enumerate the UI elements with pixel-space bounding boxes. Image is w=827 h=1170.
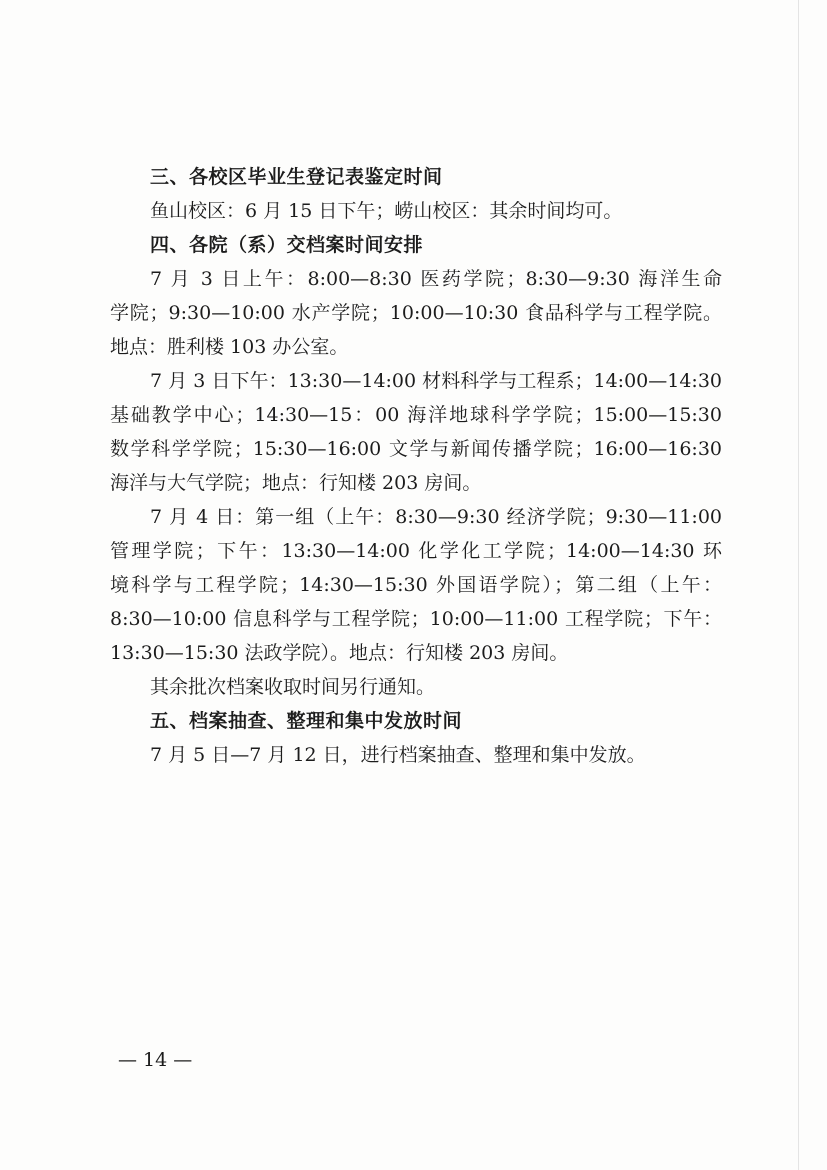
text-line: 8:30—10:00 信息科学与工程学院；10:00—11:00 工程学院；下午： <box>110 608 722 630</box>
section-3-paragraph <box>110 194 722 228</box>
text-line: 鱼山校区：6 月 15 日下午；崂山校区：其余时间均可。 <box>150 200 623 222</box>
section-3-heading: 三、各校区毕业生登记表鉴定时间 <box>150 166 443 188</box>
section-5-paragraph <box>110 738 722 772</box>
section-5-heading: 五、档案抽查、整理和集中发放时间 <box>150 710 463 732</box>
page-number: — 14 — <box>118 1049 193 1071</box>
section-4-heading: 四、各院（系）交档案时间安排 <box>150 234 424 256</box>
text-line: 7 月 3 日上午：8:00—8:30 医药学院；8:30—9:30 海洋生命 <box>150 268 722 290</box>
text-line: 7 月 4 日：第一组（上午：8:30—9:30 经济学院；9:30—11:00 <box>150 506 722 528</box>
text-line: 学院；9:30—10:00 水产学院；10:00—10:30 食品科学与工程学院。 <box>110 302 722 324</box>
section-4-paragraph-3 <box>110 500 722 670</box>
section-4-paragraph-4 <box>110 670 722 704</box>
document-body <box>110 160 722 772</box>
text-line: 海洋与大气学院；地点：行知楼 203 房间。 <box>110 472 482 494</box>
text-line: 数学科学学院；15:30—16:00 文学与新闻传播学院；16:00—16:30 <box>110 438 722 460</box>
text-line: 13:30—15:30 法政学院）。地点：行知楼 203 房间。 <box>110 642 569 664</box>
section-4-paragraph-2 <box>110 364 722 500</box>
text-line: 7 月 5 日—7 月 12 日，进行档案抽查、整理和集中发放。 <box>150 744 646 766</box>
text-line: 地点：胜利楼 103 办公室。 <box>110 336 349 358</box>
text-line: 境科学与工程学院；14:30—15:30 外国语学院）；第二组（上午： <box>110 574 722 596</box>
section-4-paragraph-1 <box>110 262 722 364</box>
text-line: 其余批次档案收取时间另行通知。 <box>150 676 436 698</box>
text-line: 基础教学中心；14:30—15：00 海洋地球科学学院；15:00—15:30 <box>110 404 722 426</box>
text-line: 管理学院；下午：13:30—14:00 化学化工学院；14:00—14:30 环 <box>110 540 722 562</box>
text-line: 7 月 3 日下午：13:30—14:00 材料科学与工程系；14:00—14:30 <box>150 370 722 392</box>
page-edge-line <box>798 0 799 1170</box>
